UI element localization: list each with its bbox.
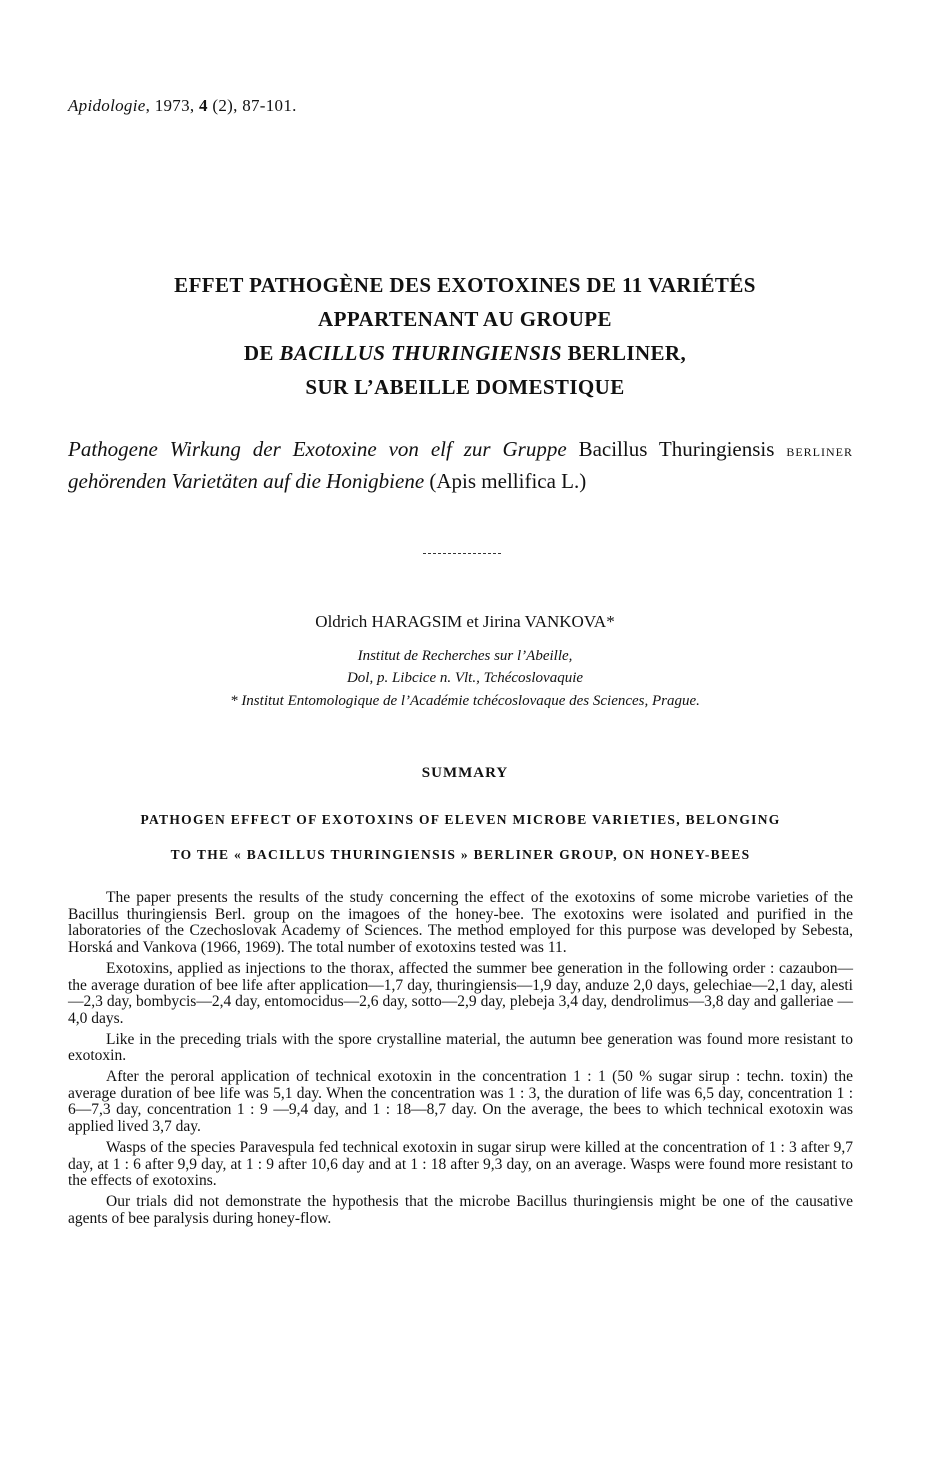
summary-heading: SUMMARY xyxy=(421,765,509,781)
title-line-1: EFFET PATHOGÈNE DES EXOTOXINES DE 11 VARIÉTÉS xyxy=(174,273,756,297)
citation-pages: (2), 87-101. xyxy=(207,96,297,115)
summary-paragraph-6: Our trials did not demonstrate the hypothesis that the microbe Bacillus thuringiensis might be one of the causative agents of bee paralysis during honey-flow. xyxy=(68,1192,853,1227)
subtitle-part-4: gehörenden Varietäten auf die Honigbiene xyxy=(68,469,425,493)
subtitle-part-2: Bacillus Thuringiensis xyxy=(566,437,787,461)
summary-title-line-2: TO THE « BACILLUS THURINGIENSIS » BERLINER GROUP, ON HONEY-BEES xyxy=(170,847,751,862)
title-line-3 xyxy=(60,336,870,370)
citation-volume: 4 xyxy=(199,96,208,115)
section-divider xyxy=(423,553,501,554)
german-subtitle xyxy=(68,434,853,496)
summary-paragraph-5: Wasps of the species Paravespula fed technical exotoxin in sugar sirup were killed at the concentration of 1 : 3 after 9,7 day, at 1 : 6 after 9,9 day, at 1 : 9 after 10,6 day and at 1 : 18 after 9,3 day, on an average. Wasps were found more resistant to the effects of exotoxins. xyxy=(68,1138,853,1190)
summary-paragraph-4: After the peroral application of technical exotoxin in the concentration 1 : 1 (50 % sugar sirup : techn. toxin) the average duration of bee life was 5,1 day. When the concentration was 1 : 3, the duration of life was 6,5 day, concentration 1 : 6—7,3 day, concentration 1 : 9 —9,4 day, and 1 : 18—8,7 day. On the average, the bees to which technical exotoxin was applied lived 3,7 day. xyxy=(68,1068,853,1136)
author-line: Oldrich HARAGSIM et Jirina VANKOVA* xyxy=(315,612,615,631)
affiliation-line-1: Institut de Recherches sur l’Abeille, xyxy=(357,648,573,664)
summary-paragraph-3: Like in the preceding trials with the spore crystalline material, the autumn bee generation was found more resistant to exotoxin. xyxy=(68,1030,853,1065)
subtitle-part-1: Pathogene Wirkung der Exotoxine von elf zur Gruppe xyxy=(68,437,567,461)
affiliation-primary xyxy=(60,645,870,689)
title-line-3-suffix: BERLINER, xyxy=(561,341,687,365)
title-line-4: SUR L’ABEILLE DOMESTIQUE xyxy=(305,375,625,399)
title-line-3-prefix: DE xyxy=(243,341,280,365)
summary-paragraph-2: Exotoxins, applied as injections to the thorax, affected the summer bee generation in the following order : cazaubon—the average duration of bee life after application—1,7 day, thuringiensis—1,9 day, anduze 2,0 days, gelechiae—2,1 day, alesti—2,3 day, bombycis—2,4 day, entomocidus—2,6 day, sotto—2,9 day, plebeja 3,4 day, dendrolimus—3,8 day and galleriae —4,0 days. xyxy=(68,959,853,1027)
summary-title-line-1: PATHOGEN EFFECT OF EXOTOXINS OF ELEVEN MICROBE VARIETIES, BELONGING xyxy=(140,812,781,827)
title-line-2: APPARTENANT AU GROUPE xyxy=(318,307,612,331)
affiliation-secondary: * Institut Entomologique de l’Académie tchécoslovaque des Sciences, Prague. xyxy=(230,693,700,709)
journal-citation xyxy=(68,96,297,116)
title-species: BACILLUS THURINGIENSIS xyxy=(279,341,562,365)
affiliation-line-2: Dol, p. Libcice n. Vlt., Tchécoslovaquie xyxy=(346,670,584,686)
summary-body xyxy=(68,890,853,1231)
journal-name: Apidologie xyxy=(68,96,146,115)
subtitle-part-3: berliner xyxy=(786,441,854,460)
citation-year: , 1973, xyxy=(145,96,200,115)
subtitle-part-5: (Apis mellifica L.) xyxy=(424,469,587,493)
summary-paragraph-1: The paper presents the results of the study concerning the effect of the exotoxins of some microbe varieties of the Bacillus thuringiensis Berl. group on the imagoes of the honey-bee. The exotoxins were isolated and purified in the laboratories of the Czechoslovak Academy of Sciences. The method employed for this purpose was developed by Sebesta, Horská and Vankova (1966, 1969). The total number of exotoxins tested was 11. xyxy=(68,889,853,957)
article-title xyxy=(60,268,870,404)
